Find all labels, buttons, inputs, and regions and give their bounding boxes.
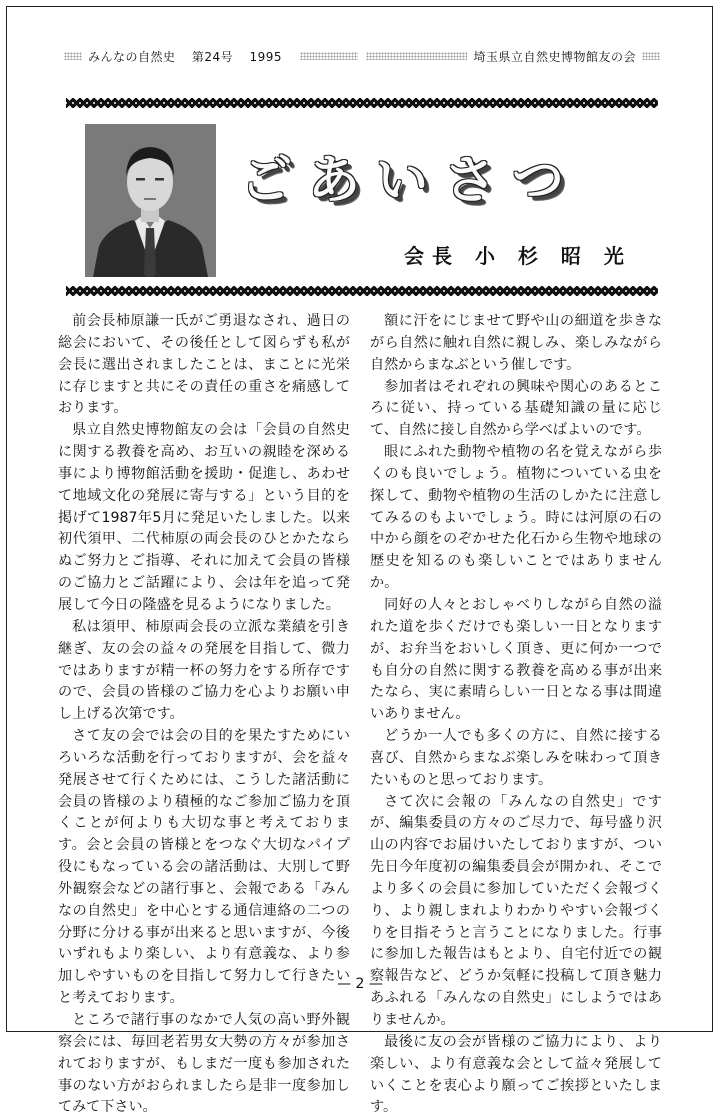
body-paragraph: ところで諸行事のなかで人気の高い野外観察会には、毎回老若男女大勢の方々が参加されておりますが、もしまだ一度も参加された事のない方がおられましたら是非一度参加してみて下さい。 [58, 1012, 350, 1116]
body-paragraph: さて次に会報の「みんなの自然史」ですが、編集委員の方々のご尽力で、毎号盛り沢山の内容でお届けいたしておりますが、つい先日今年度初の編集委員会が開かれ、そこでより多くの会員に参加していただく会報づくり、より親しまれよりわかりやすい会報づくりを目指そうと言うことになりました。行事に参加した報告はもとより、自宅付近での観察報告など、どうか気軽に投稿して頂き魅力あふれる「みんなの自然史」にしようではありませんか。 [370, 793, 662, 1028]
header-left [64, 48, 364, 64]
publication-year: 1995 [249, 49, 282, 64]
header-dot-band [64, 52, 82, 60]
body-paragraph: さて友の会では会の目的を果たすためにいろいろな活動を行っておりますが、会を益々発展させて行くためには、こうした諸活動に会員の皆様のより積極的なご参加ご協力を頂くことが何よりも大切な事と考えております。会と会員の皆様とをつなぐ大切なパイプ役にもなっている会の諸活動は、大別して野外観察会などの諸行事と、会報である「みんなの自然史」を中心とする通信連絡の二つの分野に分ける事が出来ると思いますが、今後いずれもより楽しい、より有意義な、より参加しやすいものを目指して努力して行きたいと考えております。 [58, 728, 350, 1007]
body-paragraph: 同好の人々とおしゃべりしながら自然の溢れた道を歩くだけでも楽しい一日となりますが、お弁当をおいしく頂き、更に何か一つでも自分の自然に関する教養を高める事が出来たなら、実に素晴らしい一日となる事は間違いありません。 [370, 596, 662, 723]
header-dot-band [300, 52, 358, 60]
body-paragraph: 眼にふれた動物や植物の名を覚えながら歩くのも良いでしょう。植物についている虫を探して、動物や植物の生活のしかたに注意してみるのもよいでしょう。時には河原の石の中から顔をのぞかせた化石から生物や地球の歴史を知るのも楽しいことではありませんか。 [370, 444, 662, 592]
body-paragraph: 私は須甲、柿原両会長の立派な業績を引き継ぎ、友の会の益々の発展を目指して、微力ではありますが精一杯の努力をする所存ですので、会員の皆様のご協力を心よりお願い申し上げる次第です。 [58, 618, 350, 723]
article-title: ごあいさつ [240, 151, 581, 211]
body-paragraph: 参加者はそれぞれの興味や関心のあるところに従い、持っている基礎知識の量に応じて、自然に接し自然から学べばよいのです。 [370, 378, 662, 439]
header-right [360, 48, 660, 64]
decorative-chain-border [66, 98, 658, 108]
decorative-chain-border [66, 286, 658, 296]
body-paragraph: 最後に友の会が皆様のご協力により、より楽しい、より有意義な会として益々発展していくことを衷心より願ってご挨拶といたします。 [370, 1033, 662, 1116]
body-column-right [370, 311, 662, 1119]
portrait-illustration [85, 124, 216, 277]
body-paragraph: どうか一人でも多くの方に、自然に接する喜び、自然からまなぶ楽しみを味わって頂きたいものと思っております。 [370, 728, 662, 788]
organization-name: 埼玉県立自然史博物館友の会 [473, 49, 636, 64]
body-paragraph: 前会長柿原謙一氏がご勇退なされ、過日の総会において、その後任として図らずも私が会長に選出されましたことは、まことに光栄に存じますと共にその責任の重さを痛感しております。 [58, 313, 350, 417]
body-paragraph: 県立自然史博物館友の会は「会員の自然史に関する教養を高め、お互いの親睦を深める事により博物館活動を援助・促進し、あわせて地域文化の発展に寄与する」という目的を掲げて1987年5月に発足いたしました。以来初代須甲、二代柿原の両会長のひとかたならぬご努力とご指導、それに加えて会員の皆様のご協力とご話躍により、会は年を追って発展して今日の隆盛を見るようになりました。 [58, 422, 350, 613]
body-column-left [58, 311, 350, 1119]
issue-number: 第24号 [191, 49, 234, 64]
article-author: 会長 小 杉 昭 光 [404, 244, 632, 268]
header-dot-band [642, 52, 660, 60]
author-portrait [85, 124, 216, 277]
header-publication-info [88, 48, 294, 65]
page-number: — 2 — [337, 976, 383, 992]
publication-name: みんなの自然史 [88, 49, 176, 64]
header-dot-band [366, 52, 467, 60]
body-paragraph: 額に汗をにじませて野や山の細道を歩きながら自然に触れ自然に親しみ、楽しみながら自然からまなぶという催しです。 [370, 313, 662, 373]
